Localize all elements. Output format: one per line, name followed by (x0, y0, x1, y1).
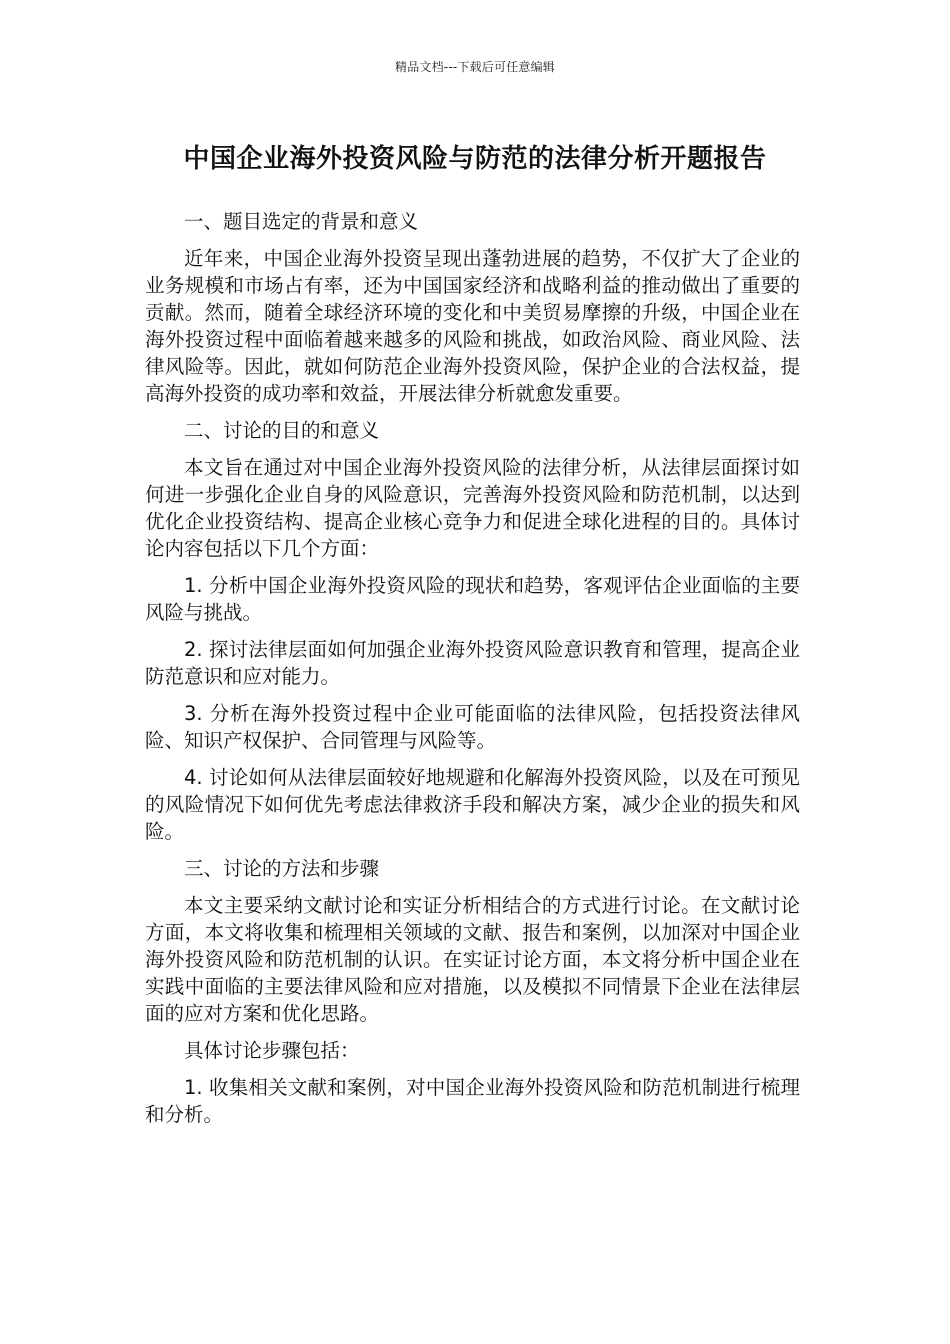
paragraph-method: 本文主要采纳文献讨论和实证分析相结合的方式进行讨论。在文献讨论方面，本文将收集和梳理相关领域的文献、报告和案例，以加深对中国企业海外投资风险和防范机制的认识。在实证讨论方面，本文将分析中国企业在实践中面临的主要法律风险和应对措施，以及模拟不同情景下企业在法律层面的应对方案和优化思路。 (145, 894, 800, 1025)
page-header-note: 精品文档---下载后可任意编辑 (395, 60, 555, 74)
section-heading-purpose: 二、讨论的目的和意义 (184, 419, 380, 442)
paragraph-purpose: 本文旨在通过对中国企业海外投资风险的法律分析，从法律层面探讨如何进一步强化企业自身的风险意识，完善海外投资风险和防范机制，以达到优化企业投资结构、提高企业核心竞争力和促进全球化进程的目的。具体讨论内容包括以下几个方面： (145, 456, 800, 560)
list-item-4: 4. 讨论如何从法律层面较好地规避和化解海外投资风险，以及在可预见的风险情况下如何优先考虑法律救济手段和解决方案，减少企业的损失和风险。 (145, 766, 800, 843)
section-heading-background: 一、题目选定的背景和意义 (184, 210, 419, 233)
document-body (145, 208, 800, 1128)
list-item-3: 3. 分析在海外投资过程中企业可能面临的法律风险，包括投资法律风险、知识产权保护、合同管理与风险等。 (145, 702, 800, 752)
section-heading-method: 三、讨论的方法和步骤 (184, 857, 380, 880)
paragraph-background: 近年来，中国企业海外投资呈现出蓬勃进展的趋势，不仅扩大了企业的业务规模和市场占有率，还为中国国家经济和战略利益的推动做出了重要的贡献。然而，随着全球经济环境的变化和中美贸易摩擦的升级，中国企业在海外投资过程中面临着越来越多的风险和挑战，如政治风险、商业风险、法律风险等。因此，就如何防范企业海外投资风险，保护企业的合法权益，提高海外投资的成功率和效益，开展法律分析就愈发重要。 (145, 247, 800, 405)
paragraph-steps-intro: 具体讨论步骤包括： (184, 1039, 360, 1062)
list-item-1: 1. 分析中国企业海外投资风险的现状和趋势，客观评估企业面临的主要风险与挑战。 (145, 574, 800, 624)
list-item-2: 2. 探讨法律层面如何加强企业海外投资风险意识教育和管理，提高企业防范意识和应对能力。 (145, 638, 800, 688)
steps-item-1: 1. 收集相关文献和案例，对中国企业海外投资风险和防范机制进行梳理和分析。 (145, 1076, 800, 1126)
document-title: 中国企业海外投资风险与防范的法律分析开题报告 (183, 144, 767, 174)
